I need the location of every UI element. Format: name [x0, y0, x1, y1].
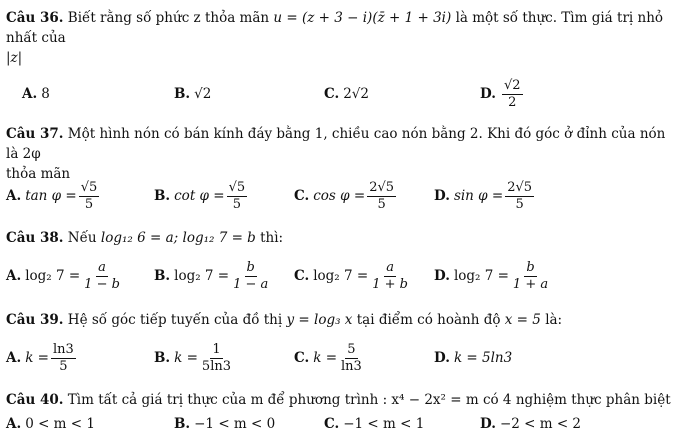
question-36: [6, 8, 679, 68]
options-37: [6, 174, 679, 218]
question-label: Câu 39.: [6, 312, 64, 328]
fraction: $\frac{√5}{5}$: [80, 179, 98, 212]
option-b[interactable]: B. cot φ = $\frac{√5}{5}$: [154, 179, 246, 212]
option-d[interactable]: D. sin φ = $\frac{2√5}{5}$: [434, 179, 533, 212]
math-expression: |z|: [6, 50, 23, 66]
fraction: $\frac{\ln 3}{5}$: [52, 341, 74, 374]
question-text: Tìm tất cả giá trị thực của m để phương trình :: [67, 392, 388, 408]
math-expression: u = (z + 3 − i)(z̄ + 1 + 3i): [273, 10, 452, 26]
question-text: thỏa mãn: [6, 166, 71, 182]
fraction: $\frac{a}{1 - b}$: [84, 259, 120, 292]
option-d[interactable]: D. −2 < m < 2: [480, 416, 582, 432]
option-c[interactable]: C. −1 < m < 1: [324, 416, 425, 432]
fraction: $\frac{2√5}{5}$: [507, 179, 533, 212]
question-label: Câu 38.: [6, 230, 64, 246]
math-expression: log₁₂ 6 = a; log₁₂ 7 = b: [100, 230, 256, 246]
option-b[interactable]: B. −1 < m < 0: [174, 416, 276, 432]
fraction: $\frac{b}{1 - a}$: [233, 259, 269, 292]
option-c[interactable]: C. cos φ = $\frac{2√5}{5}$: [294, 179, 395, 212]
fraction: $\frac{√5}{5}$: [228, 179, 246, 212]
fraction: $\frac{5}{\ln 3}$: [341, 341, 362, 374]
question-text: có 4 nghiệm thực phân biệt: [482, 392, 671, 408]
question-39: [6, 310, 679, 330]
fraction: $\frac{2√5}{5}$: [369, 179, 395, 212]
question-label: Câu 40.: [6, 392, 64, 408]
math-expression: y = log₃ x: [286, 312, 353, 328]
question-38: [6, 228, 679, 248]
option-d[interactable]: D. k = 5ln3: [434, 350, 513, 366]
question-text: Hệ số góc tiếp tuyến của đồ thị: [67, 312, 283, 328]
question-text: là:: [545, 312, 563, 328]
fraction: $\frac{1}{5\ln 3}$: [201, 341, 231, 374]
option-a[interactable]: A. tan φ = $\frac{√5}{5}$: [6, 179, 98, 212]
fraction: $\frac{b}{1 + a}$: [512, 259, 549, 292]
fraction: $\frac{a}{1 + b}$: [372, 259, 408, 292]
option-a[interactable]: A. log₂ 7 = $\frac{a}{1 - b}$: [6, 259, 120, 292]
fraction: $\frac{√2}{2}$: [503, 77, 521, 110]
option-a[interactable]: A. 0 < m < 1: [6, 416, 95, 432]
math-expression: x⁴ − 2x² = m: [391, 392, 479, 408]
option-b[interactable]: B. log₂ 7 = $\frac{b}{1 - a}$: [154, 259, 269, 292]
option-c[interactable]: C. k = $\frac{5}{\ln 3}$: [294, 341, 362, 374]
question-text: thì:: [260, 230, 284, 246]
option-b[interactable]: B. √2: [174, 86, 212, 102]
option-a[interactable]: A. k = $\frac{\ln 3}{5}$: [6, 341, 74, 374]
option-c[interactable]: C. 2√2: [324, 86, 369, 102]
option-d[interactable]: D. $\frac{√2}{2}$: [480, 77, 521, 110]
options-39: [6, 336, 679, 380]
math-expression: x = 5: [504, 312, 541, 328]
option-c[interactable]: C. log₂ 7 = $\frac{a}{1 + b}$: [294, 259, 408, 292]
question-label: Câu 36.: [6, 10, 64, 26]
question-text: là một số thực. Tìm giá trị nhỏ nhất của: [6, 10, 664, 46]
question-text: Nếu: [67, 230, 97, 246]
option-a[interactable]: A. 8: [22, 86, 50, 102]
question-text: Một hình nón có bán kính đáy bằng 1, chiều cao nón bằng 2. Khi đó góc ở đỉnh của nón là 2φ: [6, 126, 666, 162]
question-label: Câu 37.: [6, 126, 64, 142]
options-38: [6, 254, 679, 298]
question-text: tại điểm có hoành độ: [356, 312, 501, 328]
options-36: [6, 72, 679, 116]
question-40: [6, 390, 679, 410]
options-40: [6, 408, 679, 440]
option-d[interactable]: D. log₂ 7 = $\frac{b}{1 + a}$: [434, 259, 549, 292]
option-b[interactable]: B. k = $\frac{1}{5\ln 3}$: [154, 341, 231, 374]
question-text: Biết rằng số phức z thỏa mãn: [67, 10, 270, 26]
